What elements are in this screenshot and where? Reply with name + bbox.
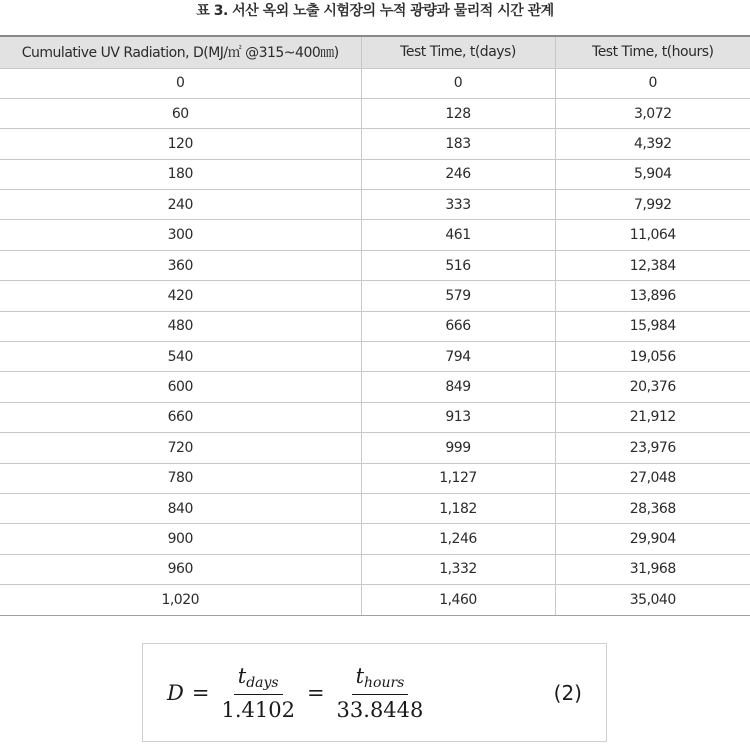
table-row (0, 342, 750, 372)
cell-test-hours: 28,368 (555, 493, 750, 523)
cell-cumulative-uv: 300 (0, 220, 361, 250)
table-header-row (0, 36, 750, 68)
cell-test-hours: 15,984 (555, 311, 750, 341)
column-header-cumulative-uv: Cumulative UV Radiation, D(MJ/㎡ @315~400㎚) (0, 36, 361, 68)
cell-cumulative-uv: 600 (0, 372, 361, 402)
column-header-test-time-days: Test Time, t(days) (361, 36, 555, 68)
cell-test-days: 516 (361, 250, 555, 280)
fraction-days (217, 664, 298, 722)
table-row (0, 68, 750, 98)
cell-test-hours: 19,056 (555, 342, 750, 372)
table-row (0, 554, 750, 584)
cell-cumulative-uv: 780 (0, 463, 361, 493)
cell-test-days: 461 (361, 220, 555, 250)
cell-cumulative-uv: 840 (0, 493, 361, 523)
fraction-days-numerator (234, 664, 283, 695)
cell-cumulative-uv: 180 (0, 159, 361, 189)
cell-test-hours: 27,048 (555, 463, 750, 493)
cell-test-days: 849 (361, 372, 555, 402)
cell-test-hours: 12,384 (555, 250, 750, 280)
cell-cumulative-uv: 360 (0, 250, 361, 280)
table-row (0, 524, 750, 554)
table-row (0, 433, 750, 463)
table-row (0, 220, 750, 250)
cell-test-days: 1,332 (361, 554, 555, 584)
cell-cumulative-uv: 240 (0, 190, 361, 220)
column-header-test-time-hours: Test Time, t(hours) (555, 36, 750, 68)
cell-test-hours: 5,904 (555, 159, 750, 189)
numerator-variable: t (237, 663, 247, 688)
table-caption: 표 3. 서산 옥외 노출 시험장의 누적 광량과 물리적 시간 관계 (196, 3, 554, 19)
cell-test-days: 0 (361, 68, 555, 98)
table-row (0, 159, 750, 189)
cell-test-days: 246 (361, 159, 555, 189)
cell-test-hours: 23,976 (555, 433, 750, 463)
table-row (0, 190, 750, 220)
cell-test-hours: 0 (555, 68, 750, 98)
cell-cumulative-uv: 900 (0, 524, 361, 554)
table-row (0, 311, 750, 341)
table-row (0, 402, 750, 432)
cell-test-hours: 29,904 (555, 524, 750, 554)
cell-test-days: 999 (361, 433, 555, 463)
cell-test-hours: 21,912 (555, 402, 750, 432)
equation-lhs: D (167, 680, 184, 705)
cell-test-hours: 31,968 (555, 554, 750, 584)
table-row (0, 250, 750, 280)
table-row (0, 585, 750, 615)
equation-number: (2) (553, 680, 582, 705)
cell-test-days: 183 (361, 129, 555, 159)
numerator-subscript: hours (364, 674, 405, 691)
table-row (0, 98, 750, 128)
equation (167, 644, 427, 741)
cell-test-days: 1,127 (361, 463, 555, 493)
table-row (0, 372, 750, 402)
uv-radiation-table (0, 35, 750, 616)
equals-sign: = (191, 680, 210, 705)
cell-test-hours: 4,392 (555, 129, 750, 159)
cell-test-days: 794 (361, 342, 555, 372)
cell-cumulative-uv: 60 (0, 98, 361, 128)
cell-cumulative-uv: 720 (0, 433, 361, 463)
cell-cumulative-uv: 120 (0, 129, 361, 159)
cell-test-days: 128 (361, 98, 555, 128)
cell-cumulative-uv: 540 (0, 342, 361, 372)
numerator-variable: t (355, 663, 365, 688)
cell-cumulative-uv: 480 (0, 311, 361, 341)
fraction-hours (333, 664, 428, 722)
cell-test-days: 1,246 (361, 524, 555, 554)
numerator-subscript: days (246, 674, 279, 691)
cell-cumulative-uv: 960 (0, 554, 361, 584)
cell-cumulative-uv: 660 (0, 402, 361, 432)
fraction-hours-denominator: 33.8448 (336, 697, 424, 722)
cell-test-days: 913 (361, 402, 555, 432)
fraction-days-denominator: 1.4102 (221, 697, 295, 722)
cell-test-days: 1,182 (361, 493, 555, 523)
cell-test-days: 666 (361, 311, 555, 341)
cell-test-days: 1,460 (361, 585, 555, 615)
equation-box (142, 643, 607, 742)
cell-test-hours: 35,040 (555, 585, 750, 615)
cell-test-hours: 3,072 (555, 98, 750, 128)
cell-test-hours: 13,896 (555, 281, 750, 311)
cell-test-days: 579 (361, 281, 555, 311)
fraction-hours-numerator (352, 664, 409, 695)
cell-cumulative-uv: 420 (0, 281, 361, 311)
cell-test-hours: 20,376 (555, 372, 750, 402)
cell-test-days: 333 (361, 190, 555, 220)
equals-sign: = (306, 680, 325, 705)
table-row (0, 281, 750, 311)
table-row (0, 129, 750, 159)
table-row (0, 463, 750, 493)
cell-test-hours: 7,992 (555, 190, 750, 220)
cell-cumulative-uv: 1,020 (0, 585, 361, 615)
cell-cumulative-uv: 0 (0, 68, 361, 98)
table-row (0, 493, 750, 523)
cell-test-hours: 11,064 (555, 220, 750, 250)
